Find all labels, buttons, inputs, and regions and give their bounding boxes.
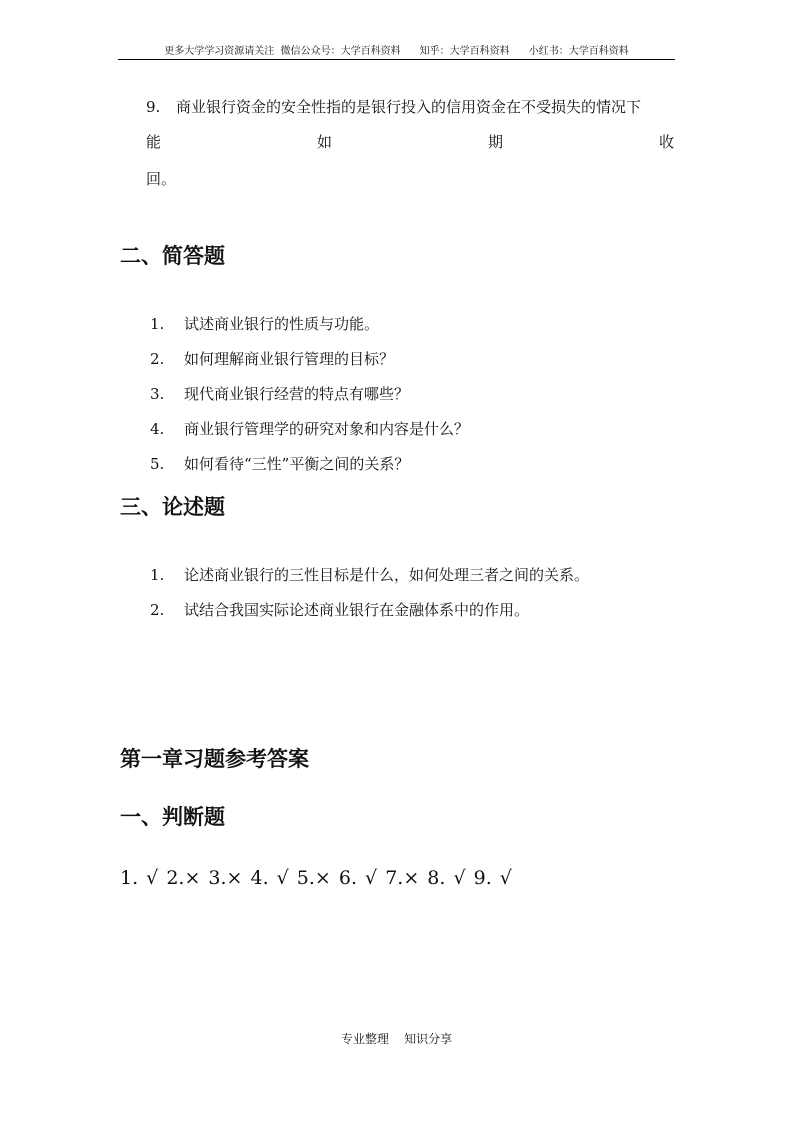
list-item — [150, 453, 469, 488]
header-divider — [118, 59, 675, 60]
list-item — [150, 418, 469, 453]
list-item — [150, 313, 469, 348]
section-heading-essay: 三、论述题 — [120, 495, 225, 519]
question-9-text-line3: 回。 — [146, 170, 177, 188]
answers-chapter-title: 第一章习题参考答案 — [120, 747, 309, 771]
item-number: 2. — [150, 601, 165, 619]
short-answer-list — [150, 313, 469, 488]
item-number: 3. — [150, 385, 165, 403]
question-9-word: 期 — [487, 133, 503, 151]
question-9-word: 能 — [146, 133, 162, 151]
page-header-text: 更多大学学习资源请关注 微信公众号：大学百科资料 知乎：大学百科资料 小红书：大学百科资料 — [164, 46, 629, 57]
question-9 — [146, 96, 686, 118]
item-text: 商业银行管理学的研究对象和内容是什么？ — [184, 420, 470, 438]
list-item — [150, 383, 469, 418]
question-9-text-line2 — [146, 131, 674, 153]
section-heading-short-answer: 二、简答题 — [120, 244, 225, 268]
question-9-word: 收 — [658, 133, 674, 151]
essay-list — [150, 564, 589, 634]
item-number: 4. — [150, 420, 165, 438]
item-text: 现代商业银行经营的特点有哪些？ — [184, 385, 410, 403]
item-text: 试述商业银行的性质与功能。 — [184, 315, 380, 333]
item-number: 2. — [150, 350, 165, 368]
question-9-number: 9. — [146, 98, 161, 116]
item-text: 如何理解商业银行管理的目标？ — [184, 350, 395, 368]
list-item — [150, 599, 589, 634]
item-text: 论述商业银行的三性目标是什么，如何处理三者之间的关系。 — [184, 566, 590, 584]
item-text: 试结合我国实际论述商业银行在金融体系中的作用。 — [184, 601, 530, 619]
item-number: 1. — [150, 315, 165, 333]
item-text: 如何看待“三性”平衡之间的关系？ — [184, 455, 410, 473]
question-9-word: 如 — [316, 133, 332, 151]
list-item — [150, 348, 469, 383]
question-9-text-line1: 商业银行资金的安全性指的是银行投入的信用资金在不受损失的情况下 — [176, 98, 642, 116]
page-footer-text: 专业整理 知识分享 — [340, 1032, 453, 1046]
item-number: 1. — [150, 566, 165, 584]
section-heading-true-false: 一、判断题 — [120, 805, 225, 829]
item-number: 5. — [150, 455, 165, 473]
true-false-answers: 1. √ 2.× 3.× 4. √ 5.× 6. √ 7.× 8. √ 9. √ — [120, 867, 512, 889]
list-item — [150, 564, 589, 599]
